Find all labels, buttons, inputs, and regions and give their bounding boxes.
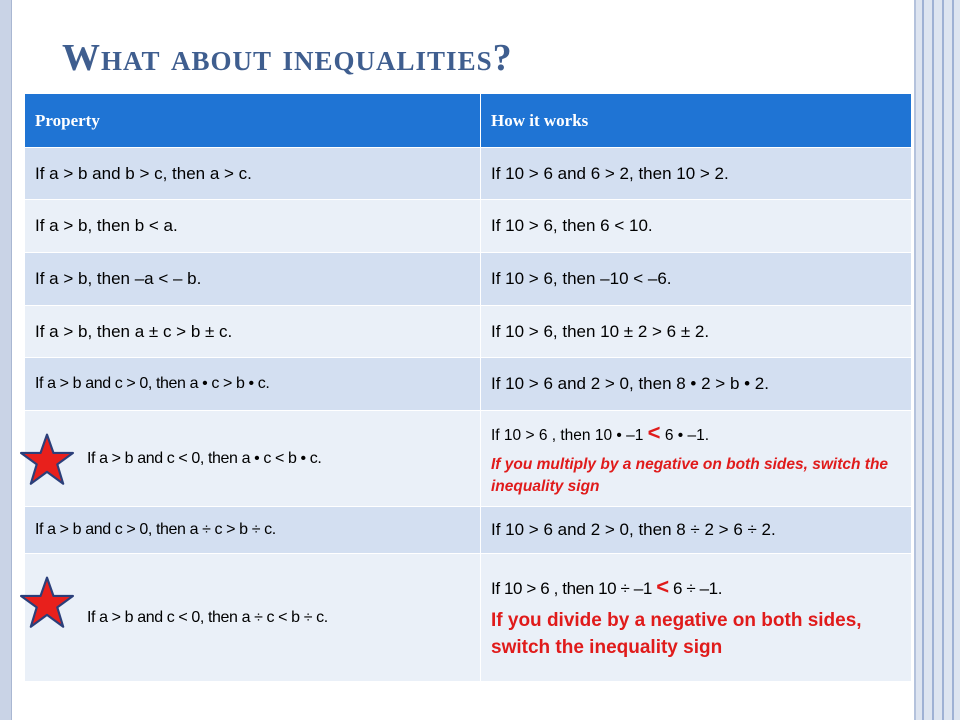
property-cell: If a > b and c > 0, then a • c > b • c. xyxy=(25,358,481,411)
example-cell: If 10 > 6, then –10 < –6. xyxy=(481,253,912,306)
divide-negative-note: If you divide by a negative on both sides, switch the inequality sign xyxy=(491,609,862,658)
table-row xyxy=(25,358,912,411)
slide-frame-left xyxy=(0,0,12,720)
property-cell: If a > b and c > 0, then a ÷ c > b ÷ c. xyxy=(25,507,481,554)
slide-frame-right xyxy=(916,0,960,720)
example-cell: If 10 > 6 and 2 > 0, then 8 ÷ 2 > 6 ÷ 2. xyxy=(481,507,912,554)
less-than-sign: < xyxy=(656,573,669,599)
property-cell: If a > b and b > c, then a > c. xyxy=(25,148,481,200)
example-cell xyxy=(481,411,912,507)
table-row xyxy=(25,306,912,358)
multiply-negative-note: If you multiply by a negative on both sides, switch the inequality sign xyxy=(491,455,889,495)
table-row xyxy=(25,411,912,507)
example-line: If 10 > 6 , then 10 • –1 < 6 • –1. xyxy=(491,419,710,445)
header-property: Property xyxy=(25,94,481,148)
property-cell: If a > b, then b < a. xyxy=(25,200,481,253)
slide-title: What about inequalities? xyxy=(62,37,513,79)
example-cell xyxy=(481,554,912,682)
table-row xyxy=(25,253,912,306)
table-row xyxy=(25,554,912,682)
example-cell: If 10 > 6, then 6 < 10. xyxy=(481,200,912,253)
property-cell: If a > b and c < 0, then a ÷ c < b ÷ c. xyxy=(25,554,481,682)
header-how-it-works: How it works xyxy=(481,94,912,148)
property-cell: If a > b, then a ± c > b ± c. xyxy=(25,306,481,358)
example-cell: If 10 > 6 and 6 > 2, then 10 > 2. xyxy=(481,148,912,200)
table-row xyxy=(25,200,912,253)
table-row xyxy=(25,507,912,554)
property-cell: If a > b and c < 0, then a • c < b • c. xyxy=(25,411,481,507)
star-icon xyxy=(20,433,74,487)
less-than-sign: < xyxy=(647,419,661,445)
example-cell: If 10 > 6 and 2 > 0, then 8 • 2 > b • 2. xyxy=(481,358,912,411)
example-line: If 10 > 6 , then 10 ÷ –1 < 6 ÷ –1. xyxy=(491,573,723,599)
table-row xyxy=(25,148,912,200)
example-cell: If 10 > 6, then 10 ± 2 > 6 ± 2. xyxy=(481,306,912,358)
properties-table xyxy=(25,94,912,682)
table-header-row xyxy=(25,94,912,148)
star-icon xyxy=(20,576,74,630)
property-cell: If a > b, then –a < – b. xyxy=(25,253,481,306)
